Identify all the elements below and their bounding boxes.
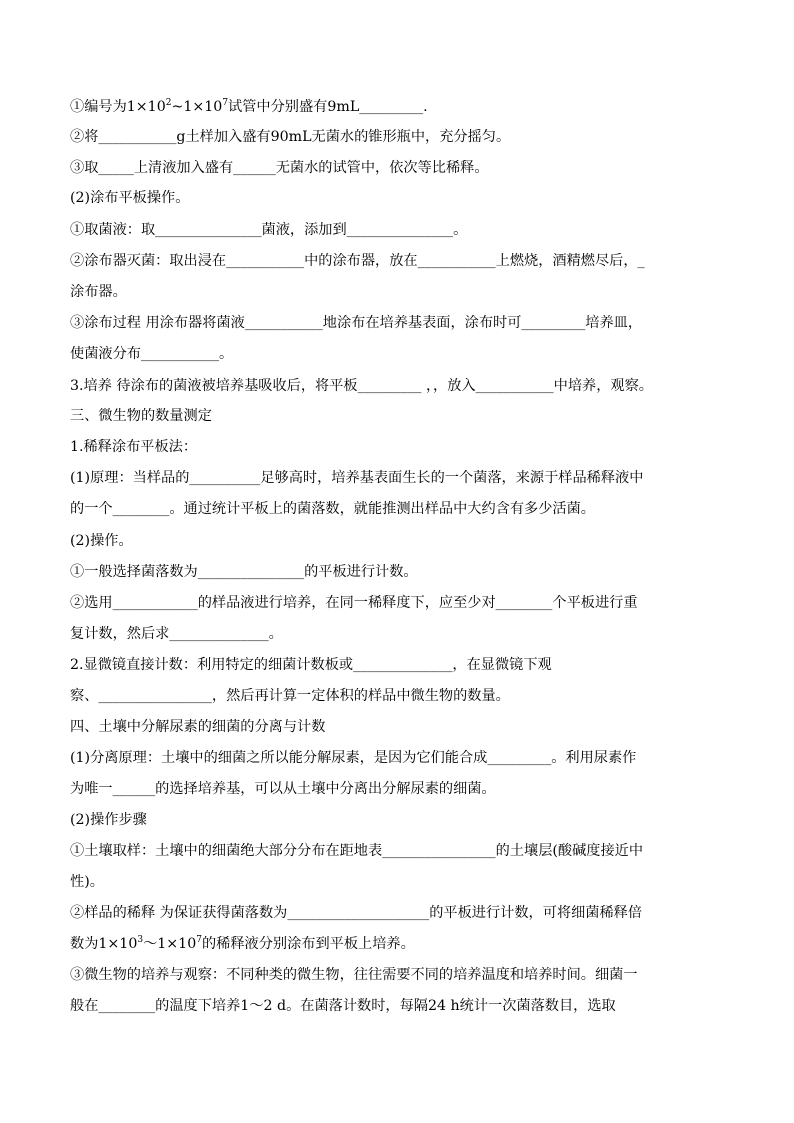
line-18: 复计数，然后求______________。 (70, 626, 283, 642)
line-3: ③取_____上清液加入盛有______无菌水的试管中，依次等比稀释。 (70, 160, 489, 176)
line-10: 3.培养 待涂布的菌液被培养基吸收后，将平板_________ ，，放入___________中培养，观察。 (70, 378, 653, 394)
section-heading: 四、土壤中分解尿素的细菌的分离与计数 (70, 719, 326, 735)
line-28: 数为$1\times 10^3\sim 1\times 10^7$的稀释液分别涂布到平板上培养。 (70, 935, 415, 952)
line-19: 2.显微镜直接计数：利用特定的细菌计数板或______________，在显微镜下观 (70, 657, 552, 673)
line-17: ②选用____________的样品液进行培养，在同一稀释度下，应至少对________个平板进行重 (70, 595, 638, 611)
line-24: (2)操作步骤 (70, 812, 147, 828)
line-23: 为唯一______的选择培养基，可以从土壤中分离出分解尿素的细菌。 (70, 781, 496, 797)
line-2: ②将___________g土样加入盛有90mL无菌水的锥形瓶中，充分摇匀。 (70, 129, 511, 145)
line-15: (2)操作。 (70, 533, 133, 549)
line-5: ①取菌液：取_______________菌液，添加到_______________。 (70, 222, 468, 238)
line-26: 性)。 (70, 874, 104, 890)
line-22: (1)分离原理：土壤中的细菌之所以能分解尿素，是因为它们能合成_________。利用尿素作 (70, 750, 637, 766)
line-27: ②样品的稀释 为保证获得菌落数为____________________的平板进行计数，可将细菌稀释倍 (70, 905, 643, 921)
line-29: ③微生物的培养与观察：不同种类的微生物，往往需要不同的培养温度和培养时间。细菌一 (70, 967, 638, 983)
line-14: 的一个________。通过统计平板上的菌落数，就能推测出样品中大约含有多少活菌。 (70, 501, 595, 517)
section-heading: 三、微生物的数量测定 (70, 408, 212, 424)
line-8: ③涂布过程 用涂布器将菌液___________地涂布在培养基表面，涂布时可_________培养皿， (70, 315, 643, 331)
line-30: 般在________的温度下培养1～2 d。在菌落计数时，每隔24 h统计一次菌落数目，选取 (70, 998, 616, 1014)
line-13: (1)原理：当样品的__________足够高时，培养基表面生长的一个菌落，来源于样品稀释液中 (70, 470, 644, 486)
line-7: 涂布器。 (70, 284, 127, 300)
line-1: ①编号为$1\times 10^2\sim 1\times 10^7$试管中分别盛有9mL_________. (70, 98, 428, 115)
line-16: ①一般选择菌落数为_______________的平板进行计数。 (70, 564, 418, 580)
subsection-heading: 1.稀释涂布平板法： (70, 439, 198, 455)
line-25: ①土壤取样：土壤中的细菌绝大部分分布在距地表________________的土壤层(酸碱度接近中 (70, 843, 644, 859)
section-heading: (2)涂布平板操作。 (70, 190, 190, 206)
line-6: ②涂布器灭菌：取出浸在___________中的涂布器，放在___________上燃烧，酒精燃尽后，_ (70, 253, 645, 269)
line-20: 察、________________，然后再计算一定体积的样品中微生物的数量。 (70, 688, 510, 704)
line-9: 使菌液分布___________。 (70, 346, 234, 362)
